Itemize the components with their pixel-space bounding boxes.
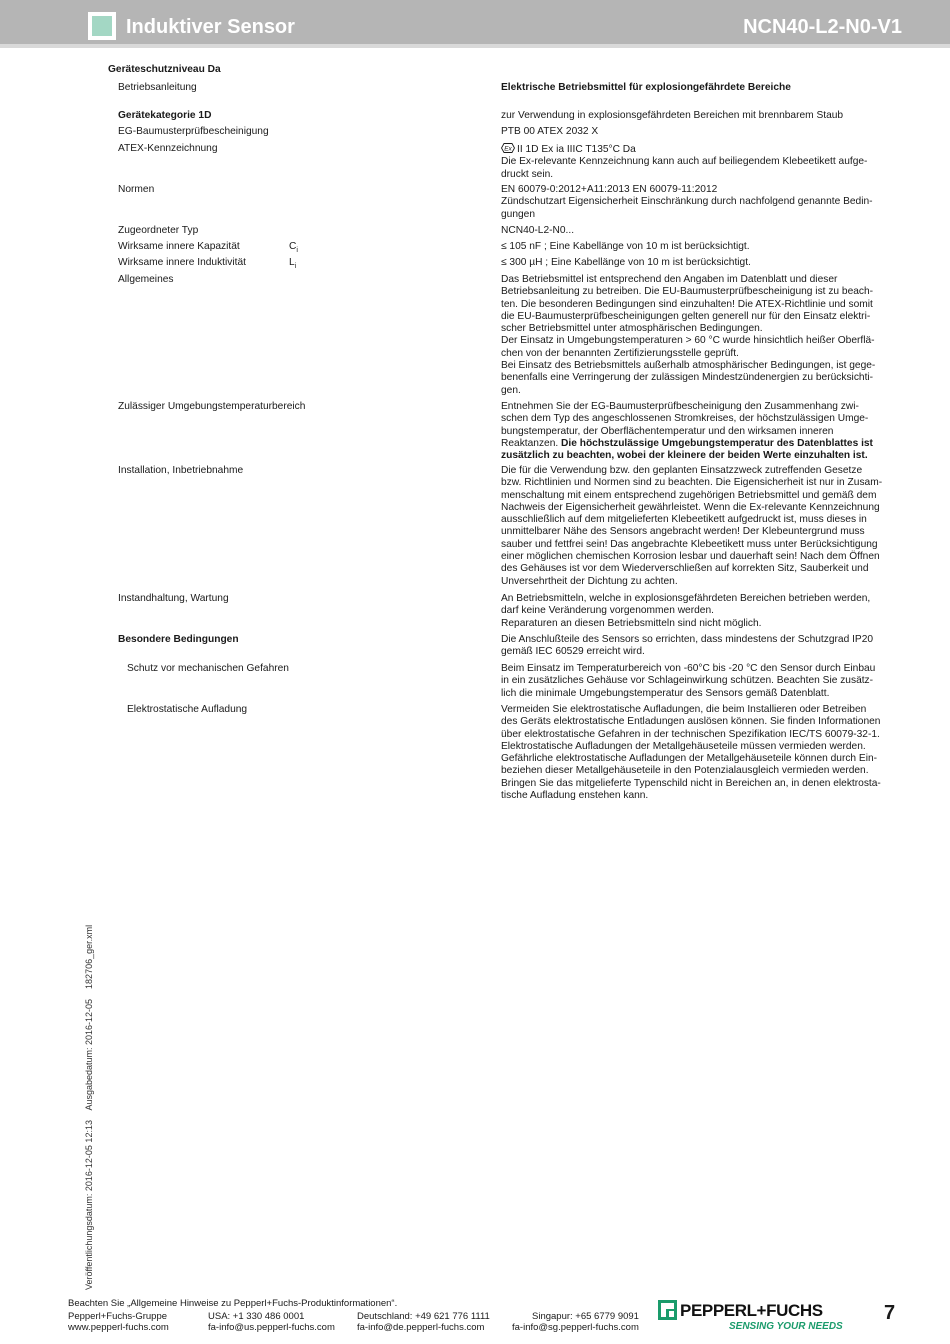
header-bar — [0, 0, 950, 44]
section-title: Geräteschutzniveau Da — [108, 64, 221, 75]
spec-value: Elektrische Betriebsmittel für explosiongefährdete Bereiche — [501, 82, 791, 93]
footer-email-link[interactable]: fa-info@us.pepperl-fuchs.com — [208, 1321, 335, 1333]
spec-value: ≤ 300 µH ; Eine Kabellänge von 10 m ist berücksichtigt. — [501, 257, 751, 268]
ex-hexagon-icon — [501, 143, 515, 153]
spec-label: Besondere Bedingungen — [118, 634, 239, 645]
footer-email-link[interactable]: fa-info@de.pepperl-fuchs.com — [357, 1321, 485, 1333]
spec-value: An Betriebsmitteln, welche in explosionsgefährdeten Bereichen betrieben werden, darf keine Veränderung vorgenommen werden. Reparaturen an diesen Betriebsmitteln sind nicht möglich. — [501, 593, 871, 629]
spec-label: Betriebsanleitung — [118, 82, 197, 93]
page-number: 7 — [884, 1302, 896, 1324]
spec-value: ≤ 105 nF ; Eine Kabellänge von 10 m ist berücksichtigt. — [501, 241, 750, 252]
spec-label: Wirksame innere Induktivität — [118, 257, 246, 268]
spec-label: Instandhaltung, Wartung — [118, 593, 229, 604]
footer-contact-line: Singapur: +65 6779 9091 — [532, 1311, 639, 1322]
spec-label: Elektrostatische Aufladung — [127, 704, 248, 715]
pepperl-fuchs-logo-icon — [658, 1300, 677, 1320]
svg-text:Ex: Ex — [504, 145, 512, 153]
spec-label: EG-Baumusterprüfbescheinigung — [118, 126, 269, 137]
brand-name: PEPPERL+FUCHS — [680, 1301, 823, 1320]
footer-contact-group — [68, 1312, 169, 1333]
footer-contact-singapore — [512, 1312, 639, 1333]
spec-value: EN 60079-0:2012+A11:2013 EN 60079-11:2012 Zündschutzart Eigensicherheit Einschränkung durch nachfolgend genannte Bedin- gungen — [501, 184, 873, 220]
spec-value: Beim Einsatz im Temperaturbereich von -60°C bis -20 °C den Sensor durch Einbau in ein zusätzliches Gehäuse vor Schlageinwirkung schützen. Beachten Sie zusätz- lich die minimale Umgebungstemperatur des Sensors gemäß Datenblatt. — [501, 663, 876, 699]
spec-value: Entnehmen Sie der EG-Baumusterprüfbescheinigung den Zusammenhang zwi- schen dem Typ des angeschlossenen Stromkreises, der höchstzulässigen Umge- bungstemperatur, der Oberflächentemperatur und den wirksamen inneren Reaktanzen. Die höchstzulässige Umgebungstemperatur des Datenblattes ist zusätzlich zu beachten, wobei der kleinere der beiden Werte einzuhalten ist. — [501, 401, 873, 462]
footer-contact-line: Pepperl+Fuchs-Gruppe — [68, 1311, 168, 1322]
footer-email-link[interactable]: fa-info@sg.pepperl-fuchs.com — [512, 1321, 639, 1333]
spec-label: Schutz vor mechanischen Gefahren — [127, 663, 289, 674]
spec-value: zur Verwendung in explosionsgefährdeten Bereichen mit brennbarem Staub — [501, 110, 844, 121]
footer-note: Beachten Sie „Allgemeine Hinweise zu Pepperl+Fuchs-Produktinformationen“. — [68, 1298, 398, 1309]
header-logo-square — [88, 12, 116, 40]
spec-label: Zugeordneter Typ — [118, 225, 199, 236]
spec-value: PTB 00 ATEX 2032 X — [501, 126, 599, 137]
product-code: NCN40-L2-N0-V1 — [743, 16, 902, 38]
page-title: Induktiver Sensor — [126, 16, 295, 38]
spec-value: Vermeiden Sie elektrostatische Aufladungen, die beim Installieren oder Betreiben des Geräts elektrostatische Entladungen auslösen können. Sie finden Informationen über elektrostatische Gefahren in der technischen Spezifikation IEC/TS 60079-32-1. Elektrostatische Aufladungen der Metallgehäuseteile müssen vermieden werden. Gefährliche elektrostatische Aufladungen der Metallgehäuseteile können durch Ein- beziehen dieser Metallgehäuseteile in den Potenzialausgleich vermieden werden. Bringen Sie das mitgelieferte Typenschild nicht in Bereichen an, in denen elektrosta- tische Aufladung enstehen kann. — [501, 704, 881, 802]
footer-contact-line: USA: +1 330 486 0001 — [208, 1311, 305, 1322]
spec-value: NCN40-L2-N0... — [501, 225, 575, 236]
footer-contact-line: Deutschland: +49 621 776 1111 — [357, 1311, 490, 1322]
spec-value: Ex II 1D Ex ia IIIC T135°C Da Die Ex-relevante Kennzeichnung kann auch auf beiliegendem Klebeetikett aufge- druckt sein. — [501, 144, 868, 180]
spec-label: Zulässiger Umgebungstemperaturbereich — [118, 401, 306, 412]
footer-contact-germany — [357, 1312, 490, 1333]
spec-label: Wirksame innere Kapazität — [118, 241, 240, 252]
spec-symbol: $L_i$ — [289, 257, 297, 271]
footer-website-link[interactable]: www.pepperl-fuchs.com — [68, 1321, 169, 1333]
publication-date-note: Veröffentlichungsdatum: 2016-12-05 12:13 Ausgabedatum: 2016-12-05 182706_ger.xml — [84, 924, 94, 1290]
spec-value: Die für die Verwendung bzw. den geplanten Einsatzzweck zutreffenden Gesetze bzw. Richtlinien und Normen sind zu beachten. Die Eigensicherheit ist nur in Zusam- menschaltung mit einem entsprechend zugehörigen Betriebsmittel und gemäß dem Nachweis der Eigensicherheit gewährleistet. Wenn die Ex-relevante Kennzeichnung ausschließlich auf dem mitgelieferten Klebeetikett aufgedruckt ist, muss dieses in unmittelbarer Nähe des Sensors angebracht werden! Der Klebeuntergrund muss sauber und fettfrei sein! Das angebrachte Klebeetikett muss unter Berücksichtigung einer möglichen chemischen Korrosion lesbar und dauerhaft sein! Nach dem Öffnen des Gehäuses ist vor dem Wiederverschließen auf korrekten Sitz, Sauberkeit und Unversehrtheit der Dichtung zu achten. — [501, 465, 883, 587]
spec-label: Normen — [118, 184, 155, 195]
spec-label: Gerätekategorie 1D — [118, 110, 212, 121]
footer-contact-usa — [208, 1312, 335, 1333]
brand-tagline: SENSING YOUR NEEDS — [729, 1321, 843, 1332]
spec-label: Installation, Inbetriebnahme — [118, 465, 244, 476]
spec-value: Das Betriebsmittel ist entsprechend den Angaben im Datenblatt und dieser Betriebsanleitung zu betreiben. Die EU-Baumusterprüfbescheinigung ist zu beach- ten. Die besonderen Bedingungen sind einzuhalten! Die ATEX-Richtlinie und somit die EU-Baumusterprüfbescheinigungen gelten generell nur für den Einsatz elektri- scher Betriebsmittel unter atmosphärischen Bedingungen. Der Einsatz in Umgebungstemperaturen > 60 °C wurde hinsichtlich heißer Oberflä- chen von der benannten Zertifizierungsstelle geprüft. Bei Einsatz des Betriebsmittels außerhalb atmosphärischer Bedingungen, ist gege- benenfalls eine Verringerung der zulässigen Mindestzündenergien zu berücksichti- gen. — [501, 274, 876, 396]
header-divider — [0, 44, 950, 48]
spec-label: Allgemeines — [118, 274, 174, 285]
spec-symbol: $C_i$ — [289, 241, 298, 255]
spec-value: Die Anschlußteile des Sensors so errichten, dass mindestens der Schutzgrad IP20 gemäß IEC 60529 erreicht wird. — [501, 634, 874, 658]
spec-label: ATEX-Kennzeichnung — [118, 143, 218, 154]
